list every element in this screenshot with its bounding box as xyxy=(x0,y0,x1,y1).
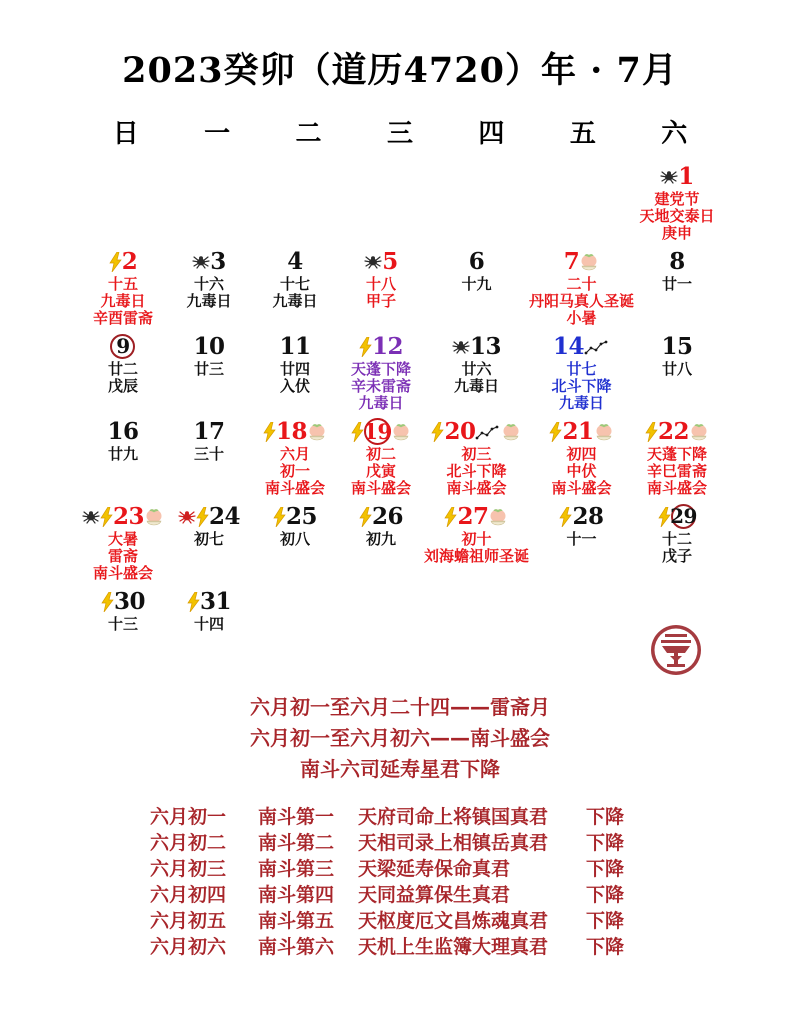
day-note-line: 南斗盛会 xyxy=(264,478,325,497)
day-number: 16 xyxy=(107,418,139,445)
peach-icon xyxy=(579,253,599,271)
day-number: 29 xyxy=(670,504,697,528)
day-note-line: 九毒日 xyxy=(100,291,146,310)
day-note-line: 十五 xyxy=(107,274,138,293)
lightning-icon xyxy=(100,507,113,527)
lightning-icon xyxy=(559,507,572,527)
day-cell[interactable] xyxy=(80,249,166,334)
day-note-line: 初九 xyxy=(365,529,396,548)
day-number-line xyxy=(166,334,252,360)
day-note-line: 十一 xyxy=(566,529,597,548)
footer-action: 下降 xyxy=(586,935,625,958)
spider-red-icon xyxy=(178,509,196,524)
weekday-0: 日 xyxy=(112,118,139,149)
spider-icon xyxy=(364,254,382,269)
footer-rank: 南斗第三 xyxy=(258,857,335,880)
lightning-icon xyxy=(549,422,562,442)
day-cell[interactable] xyxy=(80,589,166,674)
day-note-line: 九毒日 xyxy=(358,393,404,412)
day-cell[interactable] xyxy=(424,504,529,589)
day-note-line: 北斗下降 xyxy=(446,461,507,480)
day-note-line: 南斗盛会 xyxy=(92,563,153,582)
day-cell[interactable] xyxy=(529,249,634,334)
day-number: 28 xyxy=(572,503,604,530)
day-note-line: 初四 xyxy=(566,444,597,463)
day-number-line xyxy=(338,419,424,445)
day-notes xyxy=(80,531,166,582)
day-number: 11 xyxy=(279,333,311,360)
day-note-line: 北斗下降 xyxy=(551,376,612,395)
day-notes xyxy=(424,446,529,497)
spider-icon xyxy=(660,169,678,184)
day-note-line: 十三 xyxy=(107,614,138,633)
footer-deity: 天同益算保生真君 xyxy=(358,883,511,906)
day-notes xyxy=(166,531,252,548)
spider-icon xyxy=(82,509,100,524)
day-number: 7 xyxy=(563,248,580,275)
peach-icon xyxy=(501,423,521,441)
day-notes xyxy=(529,361,634,412)
day-note-line: 十九 xyxy=(461,274,492,293)
day-note-line: 初十 xyxy=(461,529,492,548)
day-number-line xyxy=(166,419,252,445)
day-number-line xyxy=(338,334,424,360)
day-note-line: 十二 xyxy=(661,529,692,548)
lightning-icon xyxy=(359,507,372,527)
day-number-line xyxy=(424,249,529,275)
day-notes xyxy=(338,446,424,497)
day-notes xyxy=(529,276,634,327)
day-number: 24 xyxy=(208,503,240,530)
day-number: 2 xyxy=(121,248,138,275)
footer-list xyxy=(0,804,800,960)
day-note-line: 南斗盛会 xyxy=(551,478,612,497)
day-cell[interactable] xyxy=(529,334,634,419)
footer-list-row xyxy=(150,882,650,908)
day-note-line: 六月 xyxy=(279,444,310,463)
footer-action: 下降 xyxy=(586,805,625,828)
empty-cell xyxy=(338,164,424,249)
day-number-line xyxy=(252,249,338,275)
day-number-line xyxy=(80,334,166,360)
day-number: 4 xyxy=(287,248,303,275)
empty-cell xyxy=(252,164,338,249)
footer-list-row xyxy=(150,908,650,934)
day-cell[interactable] xyxy=(166,334,252,419)
footer-list-row xyxy=(150,856,650,882)
day-number-line xyxy=(424,334,529,360)
day-number: 20 xyxy=(444,418,476,445)
day-note-line: 十六 xyxy=(193,274,224,293)
day-cell[interactable] xyxy=(634,419,720,504)
day-note-line: 天地交泰日 xyxy=(639,206,715,225)
day-cell[interactable] xyxy=(338,504,424,589)
day-notes xyxy=(529,446,634,497)
footer-date: 六月初一 xyxy=(150,805,227,828)
day-number: 26 xyxy=(371,503,403,530)
day-note-line: 中伏 xyxy=(566,461,597,480)
day-number: 22 xyxy=(657,418,689,445)
empty-cell xyxy=(424,164,529,249)
day-number-line xyxy=(529,334,634,360)
footer-action: 下降 xyxy=(586,883,625,906)
day-note-line: 十八 xyxy=(365,274,396,293)
empty-cell xyxy=(529,164,634,249)
day-number: 3 xyxy=(210,248,226,275)
footer-list-row xyxy=(150,804,650,830)
spider-icon xyxy=(452,339,470,354)
footer-date: 六月初二 xyxy=(150,831,227,854)
day-number-line xyxy=(80,249,166,275)
peach-icon xyxy=(594,423,614,441)
day-number-line xyxy=(80,419,166,445)
day-cell[interactable] xyxy=(338,334,424,419)
day-notes xyxy=(424,531,529,565)
day-note-line: 九毒日 xyxy=(186,291,232,310)
day-cell[interactable] xyxy=(252,504,338,589)
peach-icon xyxy=(689,423,709,441)
page-title: 2023癸卯（道历4720）年 · 7月 xyxy=(122,50,678,91)
day-cell[interactable] xyxy=(166,589,252,674)
day-note-line: 刘海蟾祖师圣诞 xyxy=(423,546,529,565)
footer-date: 六月初六 xyxy=(150,935,227,958)
day-note-line: 九毒日 xyxy=(272,291,318,310)
weekday-4: 四 xyxy=(478,118,505,149)
day-notes xyxy=(252,531,338,548)
peach-icon xyxy=(391,423,411,441)
lightning-icon xyxy=(263,422,276,442)
footer-action: 下降 xyxy=(586,831,625,854)
calendar-grid xyxy=(80,164,720,674)
lightning-icon xyxy=(351,422,364,442)
footer-deity: 天相司录上相镇岳真君 xyxy=(358,831,549,854)
day-number: 19 xyxy=(363,419,392,444)
day-number: 5 xyxy=(382,248,398,275)
day-note-line: 天蓬下降 xyxy=(646,444,707,463)
footer-headings xyxy=(0,692,800,785)
day-note-line: 初三 xyxy=(461,444,492,463)
day-notes xyxy=(252,361,338,395)
day-number-line xyxy=(166,589,252,615)
day-note-line: 戊寅 xyxy=(365,461,396,480)
footer-date: 六月初四 xyxy=(150,883,227,906)
day-note-line: 廿二 xyxy=(107,359,138,378)
day-notes xyxy=(634,361,720,378)
day-note-line: 初二 xyxy=(365,444,396,463)
day-cell[interactable] xyxy=(634,334,720,419)
day-cell[interactable] xyxy=(634,249,720,334)
day-note-line: 廿七 xyxy=(566,359,597,378)
day-note-line: 戊辰 xyxy=(107,376,138,395)
day-cell[interactable] xyxy=(80,419,166,504)
footer-deity: 天府司命上将镇国真君 xyxy=(358,805,549,828)
day-number-line xyxy=(424,419,529,445)
day-number: 6 xyxy=(468,248,485,275)
day-notes xyxy=(529,531,634,548)
day-number-line xyxy=(634,504,720,530)
day-note-line: 天蓬下降 xyxy=(350,359,411,378)
day-number-line xyxy=(338,249,424,275)
day-note-line: 廿八 xyxy=(661,359,692,378)
day-note-line: 入伏 xyxy=(279,376,310,395)
day-number: 8 xyxy=(669,248,685,275)
day-note-line: 南斗盛会 xyxy=(646,478,707,497)
day-cell[interactable] xyxy=(529,419,634,504)
footer-rank: 南斗第五 xyxy=(258,909,335,932)
day-cell[interactable] xyxy=(166,419,252,504)
day-number: 18 xyxy=(275,418,307,445)
day-number-line xyxy=(634,249,720,275)
day-cell[interactable] xyxy=(634,504,720,589)
footer-deity: 天枢度厄文昌炼魂真君 xyxy=(358,909,549,932)
dipper-icon xyxy=(475,424,501,440)
day-notes xyxy=(80,446,166,463)
day-cell[interactable] xyxy=(80,334,166,419)
dipper-icon xyxy=(584,339,610,355)
empty-cell xyxy=(80,164,166,249)
day-cell[interactable] xyxy=(634,164,720,249)
day-note-line: 庚申 xyxy=(661,223,692,242)
weekday-3: 三 xyxy=(386,118,413,149)
day-number-line xyxy=(80,589,166,615)
day-note-line: 初一 xyxy=(279,461,310,480)
day-number: 21 xyxy=(562,418,594,445)
day-number-line xyxy=(529,419,634,445)
footer-list-row xyxy=(150,934,650,960)
day-number-line xyxy=(634,419,720,445)
day-note-line: 廿九 xyxy=(107,444,138,463)
day-note-line: 十七 xyxy=(279,274,310,293)
day-notes xyxy=(634,276,720,293)
day-number: 15 xyxy=(661,333,693,360)
day-cell[interactable] xyxy=(424,419,529,504)
lightning-icon xyxy=(101,592,114,612)
day-number-line xyxy=(166,249,252,275)
footer-list-row xyxy=(150,830,650,856)
spider-icon xyxy=(192,254,210,269)
day-notes xyxy=(80,361,166,395)
lightning-icon xyxy=(658,507,671,527)
day-number-line xyxy=(634,164,720,190)
day-cell[interactable] xyxy=(80,504,166,589)
footer-action: 下降 xyxy=(586,857,625,880)
day-note-line: 辛酉雷斋 xyxy=(92,308,153,327)
day-number-line xyxy=(252,419,338,445)
lightning-icon xyxy=(444,507,457,527)
empty-cell xyxy=(166,164,252,249)
day-note-line: 廿一 xyxy=(661,274,692,293)
day-note-line: 南斗盛会 xyxy=(350,478,411,497)
day-number: 10 xyxy=(193,333,225,360)
day-notes xyxy=(80,276,166,327)
day-notes xyxy=(338,276,424,310)
day-number: 27 xyxy=(457,503,489,530)
day-cell[interactable] xyxy=(338,249,424,334)
footer-heading: 六月初一至六月初六——南斗盛会 xyxy=(250,725,550,750)
footer-heading: 南斗六司延寿星君下降 xyxy=(300,756,500,781)
day-number: 13 xyxy=(469,333,501,360)
day-notes xyxy=(166,616,252,633)
temple-seal-icon xyxy=(648,622,704,678)
day-number: 14 xyxy=(552,333,584,360)
day-number-line xyxy=(252,334,338,360)
day-note-line: 丹阳马真人圣诞 xyxy=(528,291,634,310)
peach-icon xyxy=(144,508,164,526)
lightning-icon xyxy=(645,422,658,442)
day-note-line: 建党节 xyxy=(654,189,700,208)
day-cell[interactable] xyxy=(252,419,338,504)
weekday-6: 六 xyxy=(661,118,688,149)
day-number-line xyxy=(338,504,424,530)
day-number: 25 xyxy=(285,503,317,530)
day-notes xyxy=(634,531,720,565)
footer-deity: 天机上生监簿大理真君 xyxy=(358,935,549,958)
day-number-line xyxy=(166,504,252,530)
day-cell[interactable] xyxy=(424,334,529,419)
day-number: 30 xyxy=(113,588,145,615)
footer-heading: 六月初一至六月二十四——雷斋月 xyxy=(250,694,550,719)
day-notes xyxy=(634,446,720,497)
day-number-line xyxy=(634,334,720,360)
lightning-icon xyxy=(359,337,372,357)
day-note-line: 二十 xyxy=(566,274,597,293)
day-note-line: 九毒日 xyxy=(558,393,604,412)
day-number-line xyxy=(529,249,634,275)
lightning-icon xyxy=(187,592,200,612)
day-notes xyxy=(338,361,424,412)
day-cell[interactable] xyxy=(424,249,529,334)
footer-date: 六月初五 xyxy=(150,909,227,932)
footer-date: 六月初三 xyxy=(150,857,227,880)
day-number-line xyxy=(80,504,166,530)
day-number: 17 xyxy=(193,418,225,445)
day-number-line xyxy=(252,504,338,530)
day-note-line: 三十 xyxy=(193,444,224,463)
day-number: 1 xyxy=(678,163,694,190)
day-notes xyxy=(338,531,424,548)
day-note-line: 戊子 xyxy=(661,546,692,565)
day-notes xyxy=(80,616,166,633)
weekday-1: 一 xyxy=(204,118,231,149)
day-notes xyxy=(166,361,252,378)
day-number: 12 xyxy=(371,333,403,360)
footer-rank: 南斗第六 xyxy=(258,935,335,958)
footer-action: 下降 xyxy=(586,909,625,932)
day-cell[interactable] xyxy=(166,504,252,589)
day-note-line: 廿三 xyxy=(193,359,224,378)
day-notes xyxy=(634,191,720,242)
day-notes xyxy=(424,276,529,293)
day-note-line: 十四 xyxy=(193,614,224,633)
day-cell[interactable] xyxy=(338,419,424,504)
day-note-line: 大暑 xyxy=(107,529,138,548)
footer-rank: 南斗第四 xyxy=(258,883,335,906)
day-note-line: 辛巳雷斋 xyxy=(646,461,707,480)
day-note-line: 甲子 xyxy=(365,291,396,310)
day-note-line: 廿四 xyxy=(279,359,310,378)
weekday-header xyxy=(80,113,720,150)
day-notes xyxy=(166,276,252,310)
day-number-line xyxy=(424,504,529,530)
day-note-line: 雷斋 xyxy=(107,546,138,565)
footer-deity: 天梁延寿保命真君 xyxy=(358,857,511,880)
day-number: 23 xyxy=(112,503,144,530)
lightning-icon xyxy=(431,422,444,442)
footer-rank: 南斗第二 xyxy=(258,831,335,854)
day-note-line: 廿六 xyxy=(461,359,492,378)
lightning-icon xyxy=(196,507,209,527)
day-number: 31 xyxy=(199,588,231,615)
day-note-line: 辛未雷斋 xyxy=(350,376,411,395)
footer-rank: 南斗第一 xyxy=(258,805,335,828)
day-number: 9 xyxy=(110,334,135,359)
weekday-2: 二 xyxy=(295,118,322,149)
day-notes xyxy=(252,276,338,310)
day-notes xyxy=(252,446,338,497)
day-note-line: 初八 xyxy=(279,529,310,548)
day-cell[interactable] xyxy=(529,504,634,589)
day-cell[interactable] xyxy=(252,334,338,419)
footer xyxy=(0,692,800,960)
day-note-line: 小暑 xyxy=(566,308,597,327)
peach-icon xyxy=(488,508,508,526)
day-note-line: 初七 xyxy=(193,529,224,548)
day-notes xyxy=(166,446,252,463)
day-number-line xyxy=(529,504,634,530)
lightning-icon xyxy=(273,507,286,527)
day-cell[interactable] xyxy=(166,249,252,334)
weekday-5: 五 xyxy=(569,118,596,149)
day-note-line: 九毒日 xyxy=(453,376,499,395)
day-cell[interactable] xyxy=(252,249,338,334)
peach-icon xyxy=(307,423,327,441)
day-note-line: 南斗盛会 xyxy=(446,478,507,497)
lightning-icon xyxy=(109,252,122,272)
day-notes xyxy=(424,361,529,395)
